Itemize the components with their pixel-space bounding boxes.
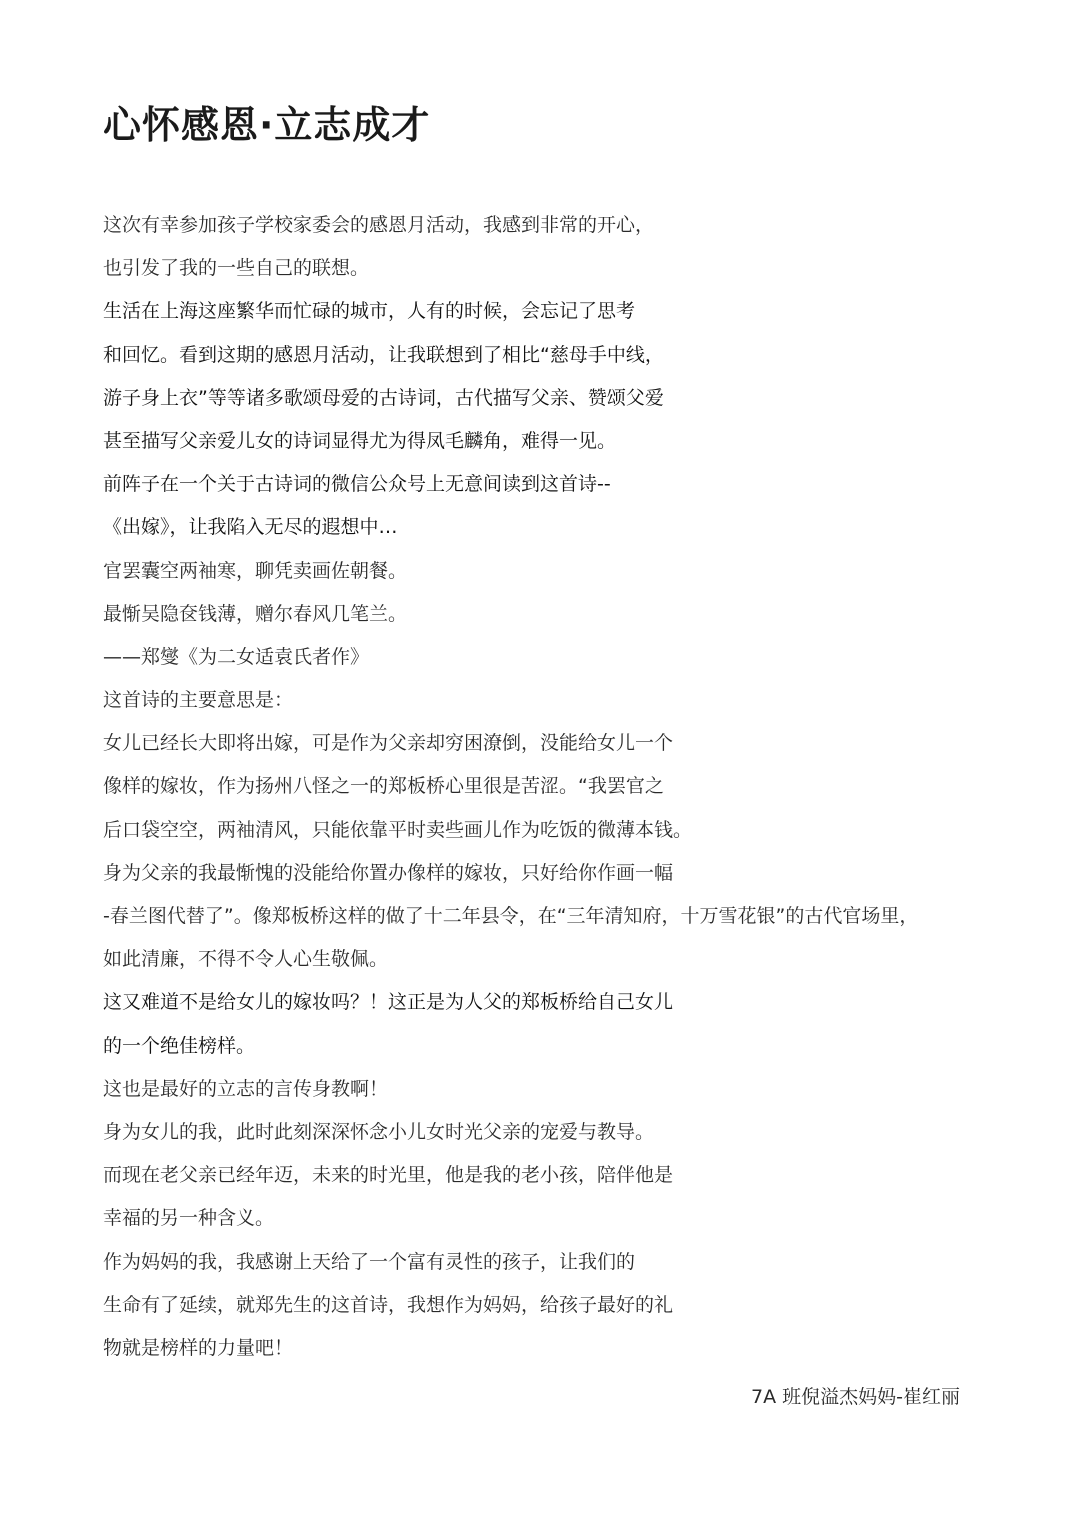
paragraph-line: 身为女儿的我，此时此刻深深怀念小儿女时光父亲的宠爱与教导。 [103, 1120, 655, 1143]
paragraph-line: 身为父亲的我最惭愧的没能给你置办像样的嫁妆，只好给你作画一幅 [103, 861, 674, 884]
article-body [103, 210, 1003, 1376]
paragraph-line: 女儿已经长大即将出嫁，可是作为父亲却穷困潦倒，没能给女儿一个 [103, 732, 674, 755]
paragraph-line: 物就是榜样的力量吧！ [103, 1336, 294, 1359]
poem-line: 官罢囊空两袖寒，聊凭卖画佐朝餐。 [103, 559, 408, 582]
paragraph-line: 甚至描写父亲爱儿女的诗词显得尤为得凤毛麟角，难得一见。 [103, 429, 617, 452]
paragraph-line: -春兰图代替了”。像郑板桥这样的做了十二年县令，在“三年清知府，十万雪花银”的古代官场里， [103, 905, 919, 927]
paragraph-line: 游子身上衣”等等诸多歌颂母爱的古诗词，古代描写父亲、赞颂父爱 [103, 386, 664, 409]
article-title: 心怀感恩·立志成才 [103, 103, 431, 147]
paragraph-line: 这也是最好的立志的言传身教啊！ [103, 1077, 389, 1100]
paragraph-line: 而现在老父亲已经年迈，未来的时光里，他是我的老小孩，陪伴他是 [103, 1164, 674, 1187]
paragraph-line: 这又难道不是给女儿的嫁妆吗？！这正是为人父的郑板桥给自己女儿 [103, 991, 674, 1014]
paragraph-line: 也引发了我的一些自己的联想。 [103, 257, 370, 280]
author-signature: 7A 班倪溢杰妈妈-崔红丽 [751, 1386, 960, 1408]
poem-attribution: ——郑燮《为二女适袁氏者作》 [103, 645, 370, 668]
paragraph-line: 这首诗的主要意思是： [103, 689, 294, 712]
paragraph-line: 像样的嫁妆，作为扬州八怪之一的郑板桥心里很是苦涩。“我罢官之 [103, 775, 664, 798]
paragraph-line: 生命有了延续，就郑先生的这首诗，我想作为妈妈，给孩子最好的礼 [103, 1293, 674, 1316]
paragraph-line: 这次有幸参加孩子学校家委会的感恩月活动，我感到非常的开心， [103, 214, 655, 236]
paragraph-line: 前阵子在一个关于古诗词的微信公众号上无意间读到这首诗-- [103, 473, 611, 496]
paragraph-line: 幸福的另一种含义。 [103, 1207, 275, 1230]
paragraph-line: 作为妈妈的我，我感谢上天给了一个富有灵性的孩子，让我们的 [103, 1250, 636, 1273]
paragraph-line: 后口袋空空，两袖清风，只能依靠平时卖些画儿作为吃饭的微薄本钱。 [103, 818, 693, 841]
paragraph-line: 生活在上海这座繁华而忙碌的城市，人有的时候，会忘记了思考 [103, 300, 636, 323]
paragraph-line: 的一个绝佳榜样。 [103, 1034, 256, 1057]
paragraph-line: 如此清廉，不得不令人心生敬佩。 [103, 948, 389, 971]
poem-line: 最惭吴隐奁钱薄，赠尔春风几笔兰。 [103, 602, 408, 625]
paragraph-line: 和回忆。看到这期的感恩月活动，让我联想到了相比“慈母手中线， [103, 343, 664, 366]
paragraph-line: 《出嫁》，让我陷入无尽的遐想中… [103, 516, 398, 539]
